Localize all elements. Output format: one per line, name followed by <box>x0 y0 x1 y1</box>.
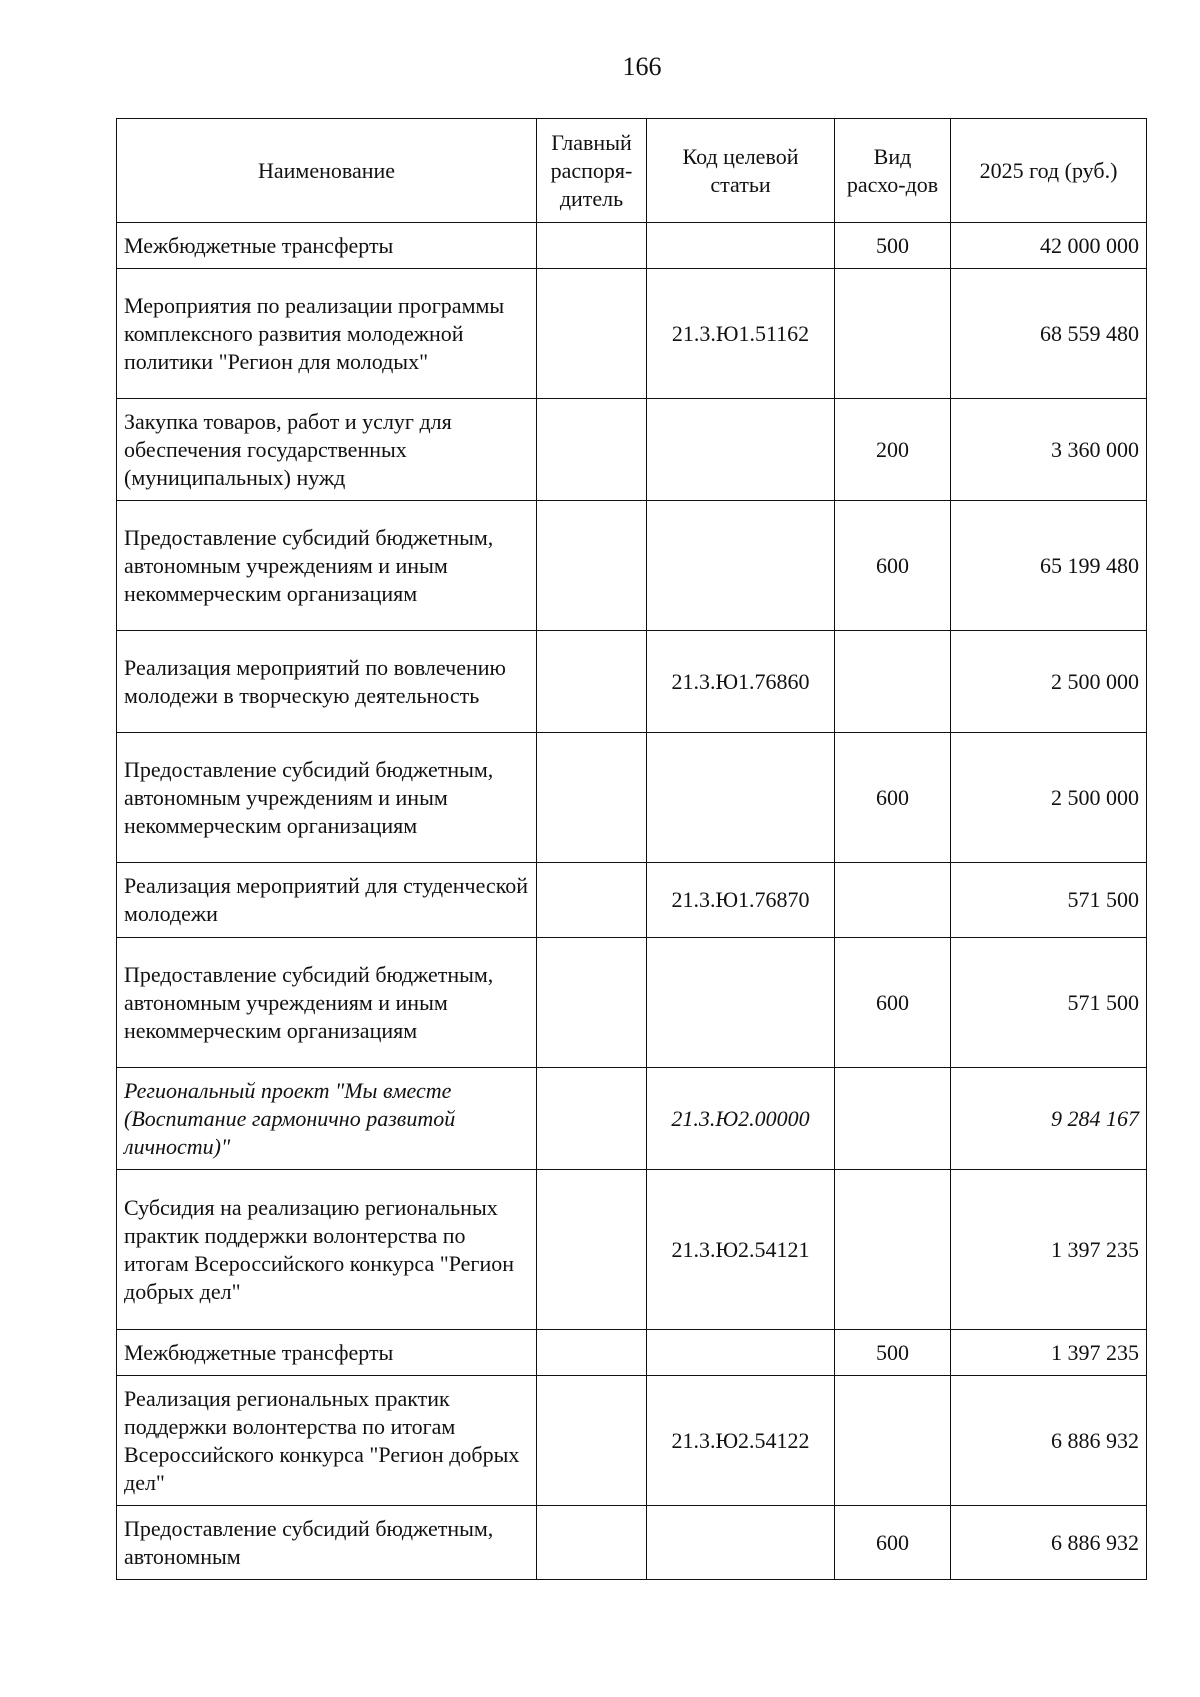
row-code <box>647 1330 835 1376</box>
row-code: 21.3.Ю2.54122 <box>647 1376 835 1506</box>
row-name: Межбюджетные трансферты <box>117 1330 537 1376</box>
row-type: 500 <box>835 1330 951 1376</box>
row-name: Межбюджетные трансферты <box>117 223 537 269</box>
row-amount: 1 397 235 <box>951 1170 1147 1330</box>
row-manager <box>537 938 647 1068</box>
row-name: Реализация региональных практик поддержки волонтерства по итогам Всероссийского конкурса "Регион добрых дел" <box>117 1376 537 1506</box>
table-row <box>117 501 1147 631</box>
row-amount: 2 500 000 <box>951 733 1147 863</box>
header-amount: 2025 год (руб.) <box>951 119 1147 223</box>
row-code: 21.3.Ю2.54121 <box>647 1170 835 1330</box>
header-row <box>117 119 1147 223</box>
table-row <box>117 269 1147 399</box>
row-type: 200 <box>835 399 951 501</box>
row-amount: 6 886 932 <box>951 1376 1147 1506</box>
row-amount: 65 199 480 <box>951 501 1147 631</box>
row-manager <box>537 1376 647 1506</box>
row-manager <box>537 501 647 631</box>
row-name: Предоставление субсидий бюджетным, автономным <box>117 1506 537 1580</box>
row-code: 21.3.Ю1.76860 <box>647 631 835 733</box>
row-name: Предоставление субсидий бюджетным, автономным учреждениям и иным некоммерческим организациям <box>117 733 537 863</box>
row-manager <box>537 399 647 501</box>
row-code <box>647 399 835 501</box>
row-amount: 1 397 235 <box>951 1330 1147 1376</box>
row-manager <box>537 733 647 863</box>
row-name: Мероприятия по реализации программы комплексного развития молодежной политики "Регион для молодых" <box>117 269 537 399</box>
table-row <box>117 1376 1147 1506</box>
row-manager <box>537 1506 647 1580</box>
row-manager <box>537 1170 647 1330</box>
row-amount: 571 500 <box>951 863 1147 938</box>
row-code <box>647 733 835 863</box>
row-name: Региональный проект "Мы вместе (Воспитание гармонично развитой личности)" <box>117 1068 537 1170</box>
row-amount: 6 886 932 <box>951 1506 1147 1580</box>
row-code <box>647 938 835 1068</box>
row-code: 21.3.Ю2.00000 <box>647 1068 835 1170</box>
row-manager <box>537 269 647 399</box>
row-type: 500 <box>835 223 951 269</box>
row-code <box>647 223 835 269</box>
row-type <box>835 1376 951 1506</box>
row-type: 600 <box>835 938 951 1068</box>
row-type <box>835 1170 951 1330</box>
table-row <box>117 1506 1147 1580</box>
table-row <box>117 1068 1147 1170</box>
row-name: Реализация мероприятий для студенческой молодежи <box>117 863 537 938</box>
table-row <box>117 631 1147 733</box>
row-amount: 9 284 167 <box>951 1068 1147 1170</box>
row-code <box>647 501 835 631</box>
row-name: Субсидия на реализацию региональных практик поддержки волонтерства по итогам Всероссийского конкурса "Регион добрых дел" <box>117 1170 537 1330</box>
row-name: Реализация мероприятий по вовлечению молодежи в творческую деятельность <box>117 631 537 733</box>
row-manager <box>537 223 647 269</box>
row-amount: 2 500 000 <box>951 631 1147 733</box>
row-name: Предоставление субсидий бюджетным, автономным учреждениям и иным некоммерческим организациям <box>117 501 537 631</box>
row-type: 600 <box>835 501 951 631</box>
table-row <box>117 863 1147 938</box>
table-row <box>117 938 1147 1068</box>
row-name: Закупка товаров, работ и услуг для обеспечения государственных (муниципальных) нужд <box>117 399 537 501</box>
row-code: 21.3.Ю1.76870 <box>647 863 835 938</box>
page-number: 166 <box>622 52 662 81</box>
table-row <box>117 1170 1147 1330</box>
row-code <box>647 1506 835 1580</box>
row-manager <box>537 1068 647 1170</box>
table-row <box>117 733 1147 863</box>
row-type: 600 <box>835 733 951 863</box>
row-type <box>835 269 951 399</box>
row-type <box>835 1068 951 1170</box>
header-manager: Главный распоря-дитель <box>537 119 647 223</box>
row-type <box>835 863 951 938</box>
budget-table <box>116 118 1147 1580</box>
row-amount: 3 360 000 <box>951 399 1147 501</box>
header-name: Наименование <box>117 119 537 223</box>
row-code: 21.3.Ю1.51162 <box>647 269 835 399</box>
row-manager <box>537 631 647 733</box>
row-manager <box>537 1330 647 1376</box>
row-amount: 571 500 <box>951 938 1147 1068</box>
row-amount: 42 000 000 <box>951 223 1147 269</box>
row-type: 600 <box>835 1506 951 1580</box>
row-name: Предоставление субсидий бюджетным, автономным учреждениям и иным некоммерческим организациям <box>117 938 537 1068</box>
table-row <box>117 1330 1147 1376</box>
table-row <box>117 399 1147 501</box>
row-amount: 68 559 480 <box>951 269 1147 399</box>
table-row <box>117 223 1147 269</box>
header-type: Вид расхо-дов <box>835 119 951 223</box>
row-type <box>835 631 951 733</box>
row-manager <box>537 863 647 938</box>
header-code: Код целевой статьи <box>647 119 835 223</box>
